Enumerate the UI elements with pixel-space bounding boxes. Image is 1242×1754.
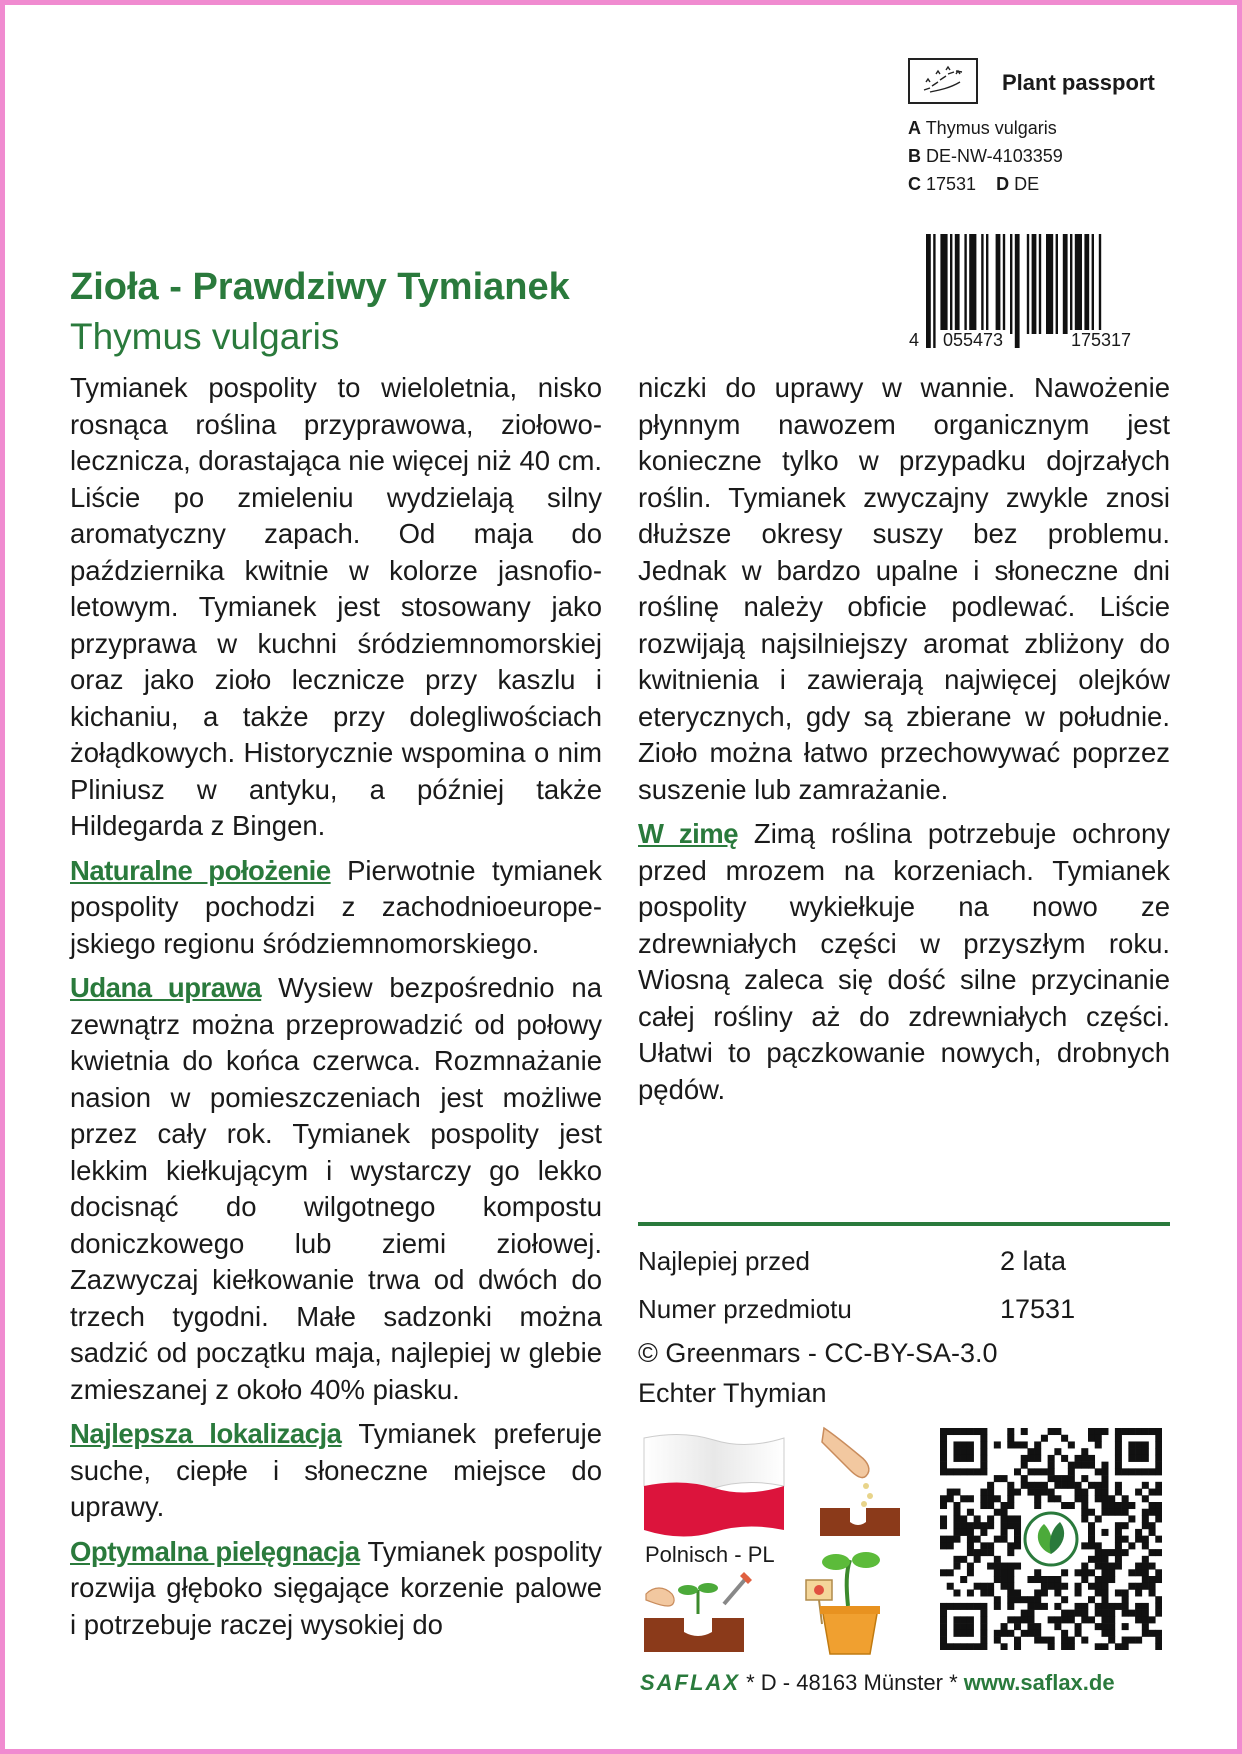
section-natural-location [70, 853, 602, 963]
section-text: Tymianek preferuje suche, ciepłe i słoneczne miejsce do uprawy. [70, 1418, 602, 1522]
language-label: Polnisch - PL [645, 1542, 775, 1567]
item-number-label: Numer przedmiotu [638, 1294, 852, 1324]
product-title: Zioła - Prawdziwy Tymianek [70, 266, 570, 308]
section-heading: Optymalna pielęgnacja [70, 1535, 360, 1567]
qr-code-icon [940, 1428, 1162, 1650]
section-text: Wysiew bezpośrednio na zewnątrz można przeprowadzić od połowy kwietnia do końca czerwca. Rozmnażanie nasion w pomieszczeniach jest możliwe przez cały rok. Tymianek pospolity jest lekkim kiełkującym i wystarczy go lekko docisnąć do wilgotnego kompostu doniczkowego lub ziemi ziołowej. Zazwyczaj kiełkowanie trwa od dwóch do trzech tygodni. Małe sadzonki można sadzić od początku maja, najlepiej w glebie zmieszanej z około 40% piasku. [70, 972, 603, 1405]
passport-c-value: 17531 [926, 174, 977, 194]
plant-passport-title: Plant passport [1002, 70, 1155, 95]
section-heading: Udana uprawa [70, 972, 262, 1003]
barcode-digit-1: 4 [906, 330, 922, 351]
best-before-label: Najlepiej przed [638, 1246, 810, 1276]
section-heading: Naturalne położenie [70, 854, 331, 886]
image-copyright: © Greenmars - CC-BY-SA-3.0 [638, 1338, 998, 1368]
best-before-value: 2 lata [1000, 1246, 1067, 1276]
polish-flag-icon [642, 1430, 786, 1540]
section-location [70, 1416, 602, 1526]
german-name: Echter Thymian [638, 1378, 827, 1408]
website-link[interactable]: www.saflax.de [963, 1670, 1115, 1695]
passport-d-value: DE [1014, 174, 1040, 194]
section-heading: W zimę [638, 818, 738, 849]
section-care [70, 1534, 602, 1644]
intro-paragraph: Tymianek pospolity to wieloletnia, nisko rosnąca roślina przyprawowa, ziołowolecznicza, dorastająca nie więcej niż 40 cm. Liście po zmieleniu wydzielają silny aromatyczny zapach. Od maja do października kwitnie w kolorze jasnofioletowym. Tymianek jest stosowany jako przyprawa w kuchni śródziemnomorskiej oraz jako zioło lecznicze przy kaszlu i kichaniu, a także przy dolegliwościach żołądkowych. Historycznie wspomina o nim Pliniusz w antyku, a później także Hildegarda z Bingen. [70, 372, 602, 841]
passport-c-label: C [908, 174, 921, 194]
section-text: Pierwotnie tymianek pospolity pochodzi z zachodnioeuropejskiego regionu śródziemnomorskiego. [70, 854, 602, 959]
barcode-digits-2: 055473 [940, 330, 1006, 351]
barcode-digits-3: 175317 [1068, 330, 1134, 351]
product-latin-name: Thymus vulgaris [70, 316, 340, 357]
section-heading: Najlepsza lokalizacja [70, 1418, 342, 1449]
address: * D - 48163 Münster * [740, 1670, 964, 1695]
right-column [638, 370, 1170, 1116]
planting-hands-icon [644, 1572, 752, 1652]
footer [640, 1670, 1115, 1696]
section-text: Tymianek pospolity rozwija głęboko sięgające korzenie palowe i potrzebuje raczej wysokiej do [70, 1535, 602, 1640]
brand-logo: SAFLAX [640, 1670, 740, 1695]
seedling-pot-icon [800, 1546, 900, 1656]
item-number-value: 17531 [1000, 1294, 1076, 1324]
section-cultivation [70, 970, 602, 1408]
passport-a-value: Thymus vulgaris [925, 118, 1057, 138]
left-column [70, 370, 602, 1651]
eu-organic-flag-icon [908, 58, 978, 104]
plant-passport-lines [908, 114, 1063, 198]
passport-b-label: B [908, 146, 921, 166]
section-winter [638, 816, 1170, 1108]
passport-b-value: DE-NW-4103359 [926, 146, 1063, 166]
passport-a-label: A [908, 118, 921, 138]
divider [638, 1222, 1170, 1226]
passport-d-label: D [996, 174, 1010, 194]
section-text: Zimą roślina potrzebuje ochrony przed mrozem na korzeniach. Tymianek pospolity wykiełkuje na nowo ze zdrewniałych części w przyszłym roku. Wiosną zaleca się dość silne przycinanie całej rośliny aż do zdrewniałych części. Ułatwi to pączkowanie nowych, drobnych pędów. [638, 818, 1170, 1105]
sowing-hand-icon [820, 1426, 900, 1536]
care-continued: niczki do uprawy w wannie. Nawożenie płynnym nawozem organicznym jest konieczne tylko w przypadku dojrzałych roślin. Tymianek zwyczajny zwykle znosi dłuższe okresy suszy bez problemu. Jednak w bardzo upalne i słoneczne dni roślinę należy obficie podlewać. Liście rozwijają najsilniejszy aromat zbliżony do kwitnienia i zawierają najwięcej olejków eterycznych, gdy są zbierane w południe. Zioło można łatwo przechowywać poprzez suszenie lub zamrażanie. [638, 372, 1170, 805]
